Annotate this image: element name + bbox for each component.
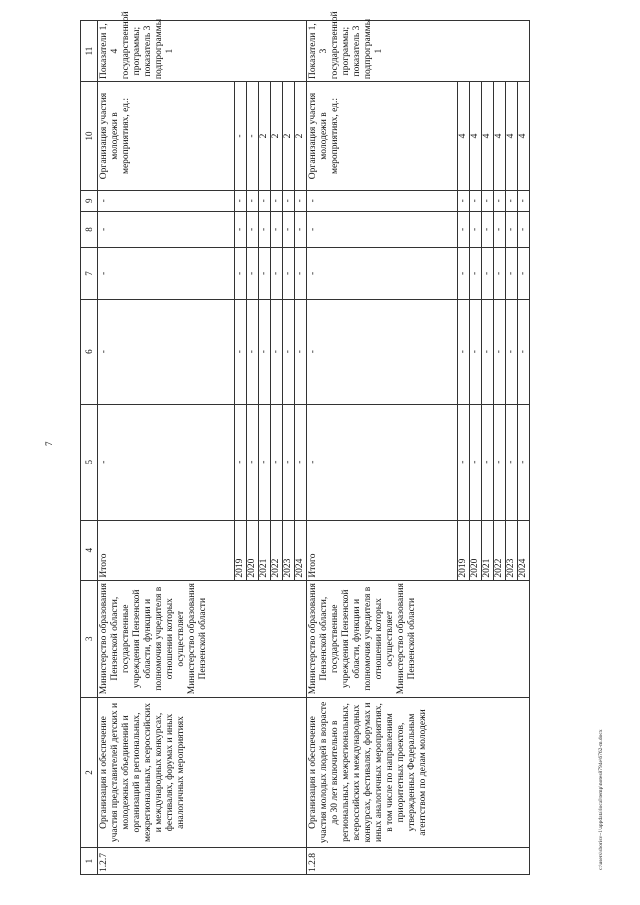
indicator-value: 4 <box>458 82 470 191</box>
year-value: - <box>482 190 494 211</box>
year-label: 2020 <box>470 520 482 580</box>
program-activities-table <box>80 11 530 875</box>
column-number-10: 10 <box>81 82 98 191</box>
column-number-5: 5 <box>81 404 98 520</box>
activity-id: 1.2.7 <box>98 848 307 875</box>
year-value: - <box>283 211 295 248</box>
year-value: - <box>235 299 247 404</box>
year-label: 2019 <box>235 520 247 580</box>
column-number-1: 1 <box>81 848 98 875</box>
year-label: 2021 <box>259 520 271 580</box>
year-value: - <box>458 211 470 248</box>
total-value: - <box>307 248 458 299</box>
year-value: - <box>295 211 307 248</box>
year-value: - <box>506 190 518 211</box>
total-value: - <box>98 299 235 404</box>
year-value: - <box>458 190 470 211</box>
column-number-9: 9 <box>81 190 98 211</box>
year-value: - <box>494 248 506 299</box>
year-label: 2022 <box>271 520 283 580</box>
year-value: - <box>283 299 295 404</box>
year-value: - <box>259 211 271 248</box>
year-value: - <box>518 190 530 211</box>
year-value: - <box>458 248 470 299</box>
year-value: - <box>295 299 307 404</box>
indicator-value: 4 <box>494 82 506 191</box>
year-value: - <box>271 248 283 299</box>
total-label: Итого <box>98 520 235 580</box>
indicator-value: 2 <box>271 82 283 191</box>
year-value: - <box>518 299 530 404</box>
activity-executor: Министерство образования Пензенской области, государственные учреждения Пензенской области, функции и полномочия учредителя в отношении которых осуществляет Министерство образования Пензенской области <box>307 580 530 697</box>
year-value: - <box>283 248 295 299</box>
total-value: - <box>307 299 458 404</box>
rotated-page-content <box>80 11 588 875</box>
activity-id: 1.2.8 <box>307 848 530 875</box>
year-value: - <box>271 299 283 404</box>
year-value: - <box>470 299 482 404</box>
year-value: - <box>506 211 518 248</box>
table-header-row <box>81 21 98 875</box>
indicator-value: 4 <box>518 82 530 191</box>
total-value: - <box>98 211 235 248</box>
indicator-name: Организация участия молодежи в мероприятиях, ед.: <box>307 82 458 191</box>
table-row <box>307 21 458 875</box>
year-value: - <box>494 404 506 520</box>
year-value: - <box>494 190 506 211</box>
total-value: - <box>98 190 235 211</box>
year-value: - <box>470 404 482 520</box>
year-value: - <box>458 404 470 520</box>
year-value: - <box>247 248 259 299</box>
year-value: - <box>470 190 482 211</box>
year-value: - <box>271 211 283 248</box>
total-label: Итого <box>307 520 458 580</box>
total-value: - <box>98 248 235 299</box>
year-value: - <box>271 190 283 211</box>
year-value: - <box>482 299 494 404</box>
year-value: - <box>259 404 271 520</box>
year-label: 2019 <box>458 520 470 580</box>
indicator-value: - <box>247 82 259 191</box>
total-value: - <box>98 404 235 520</box>
indicator-value: 4 <box>482 82 494 191</box>
year-value: - <box>506 248 518 299</box>
program-reference: Показатели 1, 4 государственной программы; показатель 3 подпрограммы 1 <box>98 21 307 82</box>
program-reference: Показатели 1, 3 государственной программы; показатель 3 подпрограммы 1 <box>307 21 530 82</box>
column-number-4: 4 <box>81 520 98 580</box>
column-number-3: 3 <box>81 580 98 697</box>
total-value: - <box>307 404 458 520</box>
year-value: - <box>506 404 518 520</box>
year-value: - <box>283 190 295 211</box>
table-row <box>98 21 235 875</box>
year-value: - <box>470 248 482 299</box>
year-value: - <box>247 211 259 248</box>
total-value: - <box>307 211 458 248</box>
year-value: - <box>506 299 518 404</box>
activity-name: Организация и обеспечение участия представителей детских и молодежных объединений и организаций в региональных, межрегиональных, всероссийских и международных конкурсах, фестивалях, форумах и иных аналогичных мероприятиях <box>98 697 307 847</box>
year-value: - <box>295 190 307 211</box>
year-value: - <box>247 404 259 520</box>
indicator-value: 2 <box>295 82 307 191</box>
year-value: - <box>283 404 295 520</box>
year-label: 2022 <box>494 520 506 580</box>
year-value: - <box>271 404 283 520</box>
year-value: - <box>518 211 530 248</box>
indicator-value: 4 <box>470 82 482 191</box>
page-number: 7 <box>44 441 54 446</box>
activity-name: Организация и обеспечение участия молодых людей в возрасте до 30 лет включительно в региональных, межрегиональных, всероссийских и международных конкурсах, фестивалях, форумах и иных аналогичных мероприятиях, в том числе по направлениям приоритетных проектов, утвержденных Федеральным агентством по делам молодежи <box>307 697 530 847</box>
year-label: 2024 <box>518 520 530 580</box>
year-label: 2020 <box>247 520 259 580</box>
activity-executor: Министерство образования Пензенской области, государственные учреждения Пензенской области, функции и полномочия учредителя в отношении которых осуществляет Министерство образования Пензенской области <box>98 580 307 697</box>
column-number-7: 7 <box>81 248 98 299</box>
year-value: - <box>458 299 470 404</box>
indicator-value: 2 <box>259 82 271 191</box>
year-label: 2021 <box>482 520 494 580</box>
year-value: - <box>494 211 506 248</box>
year-value: - <box>259 299 271 404</box>
year-value: - <box>470 211 482 248</box>
year-value: - <box>295 248 307 299</box>
year-value: - <box>235 248 247 299</box>
year-value: - <box>235 211 247 248</box>
footer-file-path: c:\users\sborisv~1\appdata\local\temp\notes8794e\6762-m.docx <box>598 729 604 870</box>
year-label: 2023 <box>283 520 295 580</box>
year-value: - <box>482 404 494 520</box>
year-value: - <box>494 299 506 404</box>
year-value: - <box>295 404 307 520</box>
year-value: - <box>482 248 494 299</box>
year-value: - <box>259 248 271 299</box>
year-value: - <box>247 299 259 404</box>
indicator-value: 2 <box>283 82 295 191</box>
year-value: - <box>247 190 259 211</box>
year-value: - <box>259 190 271 211</box>
indicator-value: 4 <box>506 82 518 191</box>
column-number-11: 11 <box>81 21 98 82</box>
column-number-6: 6 <box>81 299 98 404</box>
year-label: 2023 <box>506 520 518 580</box>
year-value: - <box>235 190 247 211</box>
year-value: - <box>518 404 530 520</box>
total-value: - <box>307 190 458 211</box>
year-value: - <box>235 404 247 520</box>
indicator-value: - <box>235 82 247 191</box>
year-value: - <box>482 211 494 248</box>
column-number-8: 8 <box>81 211 98 248</box>
column-number-2: 2 <box>81 697 98 847</box>
indicator-name: Организация участия молодежи в мероприятиях, ед.: <box>98 82 235 191</box>
year-value: - <box>518 248 530 299</box>
year-label: 2024 <box>295 520 307 580</box>
